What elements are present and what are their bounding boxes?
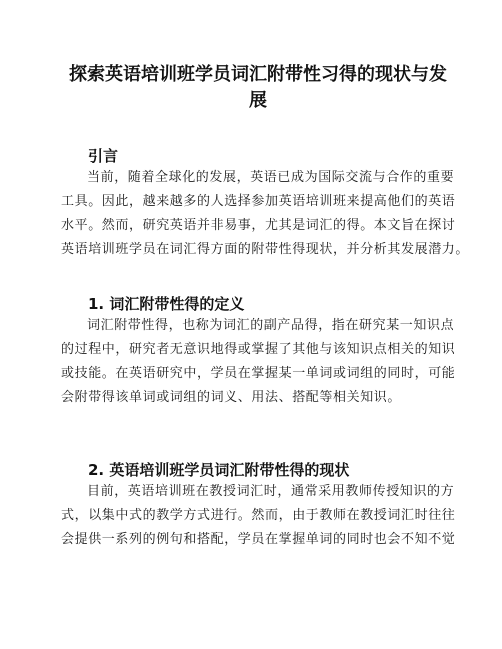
paragraph-line: 式，以集中式的教学方式进行。然而，由于教师在教授词汇时往往	[61, 508, 456, 523]
paragraph-line: 会附带得该单词或词组的词义、用法、搭配等相关知识。	[61, 390, 402, 405]
paragraph-line: 目前，英语培训班在教授词汇时，通常采用教师传授知识的方	[87, 484, 455, 499]
paragraph-line: 工具。因此，越来越多的人选择参加英语培训班来提高他们的英语	[61, 194, 456, 209]
paragraph-line: 英语培训班学员在词汇得方面的附带性得现状，并分析其发展潜力。	[61, 242, 470, 257]
section-heading-current-status: 2. 英语培训班学员词汇附带性得的现状	[88, 461, 350, 479]
section-heading-definition: 1. 词汇附带性得的定义	[88, 295, 245, 313]
paragraph-current-status	[61, 480, 456, 552]
paragraph-line: 的过程中，研究者无意识地得或掌握了其他与该知识点相关的知识	[61, 342, 456, 357]
document-title: 探索英语培训班学员词汇附带性习得的现状与发展	[69, 64, 447, 111]
paragraph-line: 或技能。在英语研究中，学员在掌握某一单词或词组的同时，可能	[61, 366, 456, 381]
paragraph-introduction	[61, 166, 470, 262]
paragraph-line: 词汇附带性得，也称为词汇的副产品得，指在研究某一知识点	[87, 318, 455, 333]
paragraph-line: 当前，随着全球化的发展，英语已成为国际交流与合作的重要	[87, 170, 455, 185]
paragraph-definition	[61, 314, 456, 410]
paragraph-line: 水平。然而，研究英语并非易事，尤其是词汇的得。本文旨在探讨	[61, 218, 456, 233]
paragraph-line: 会提供一系列的例句和搭配，学员在掌握单词的同时也会不知不觉	[61, 532, 456, 547]
section-heading-introduction: 引言	[88, 147, 119, 165]
